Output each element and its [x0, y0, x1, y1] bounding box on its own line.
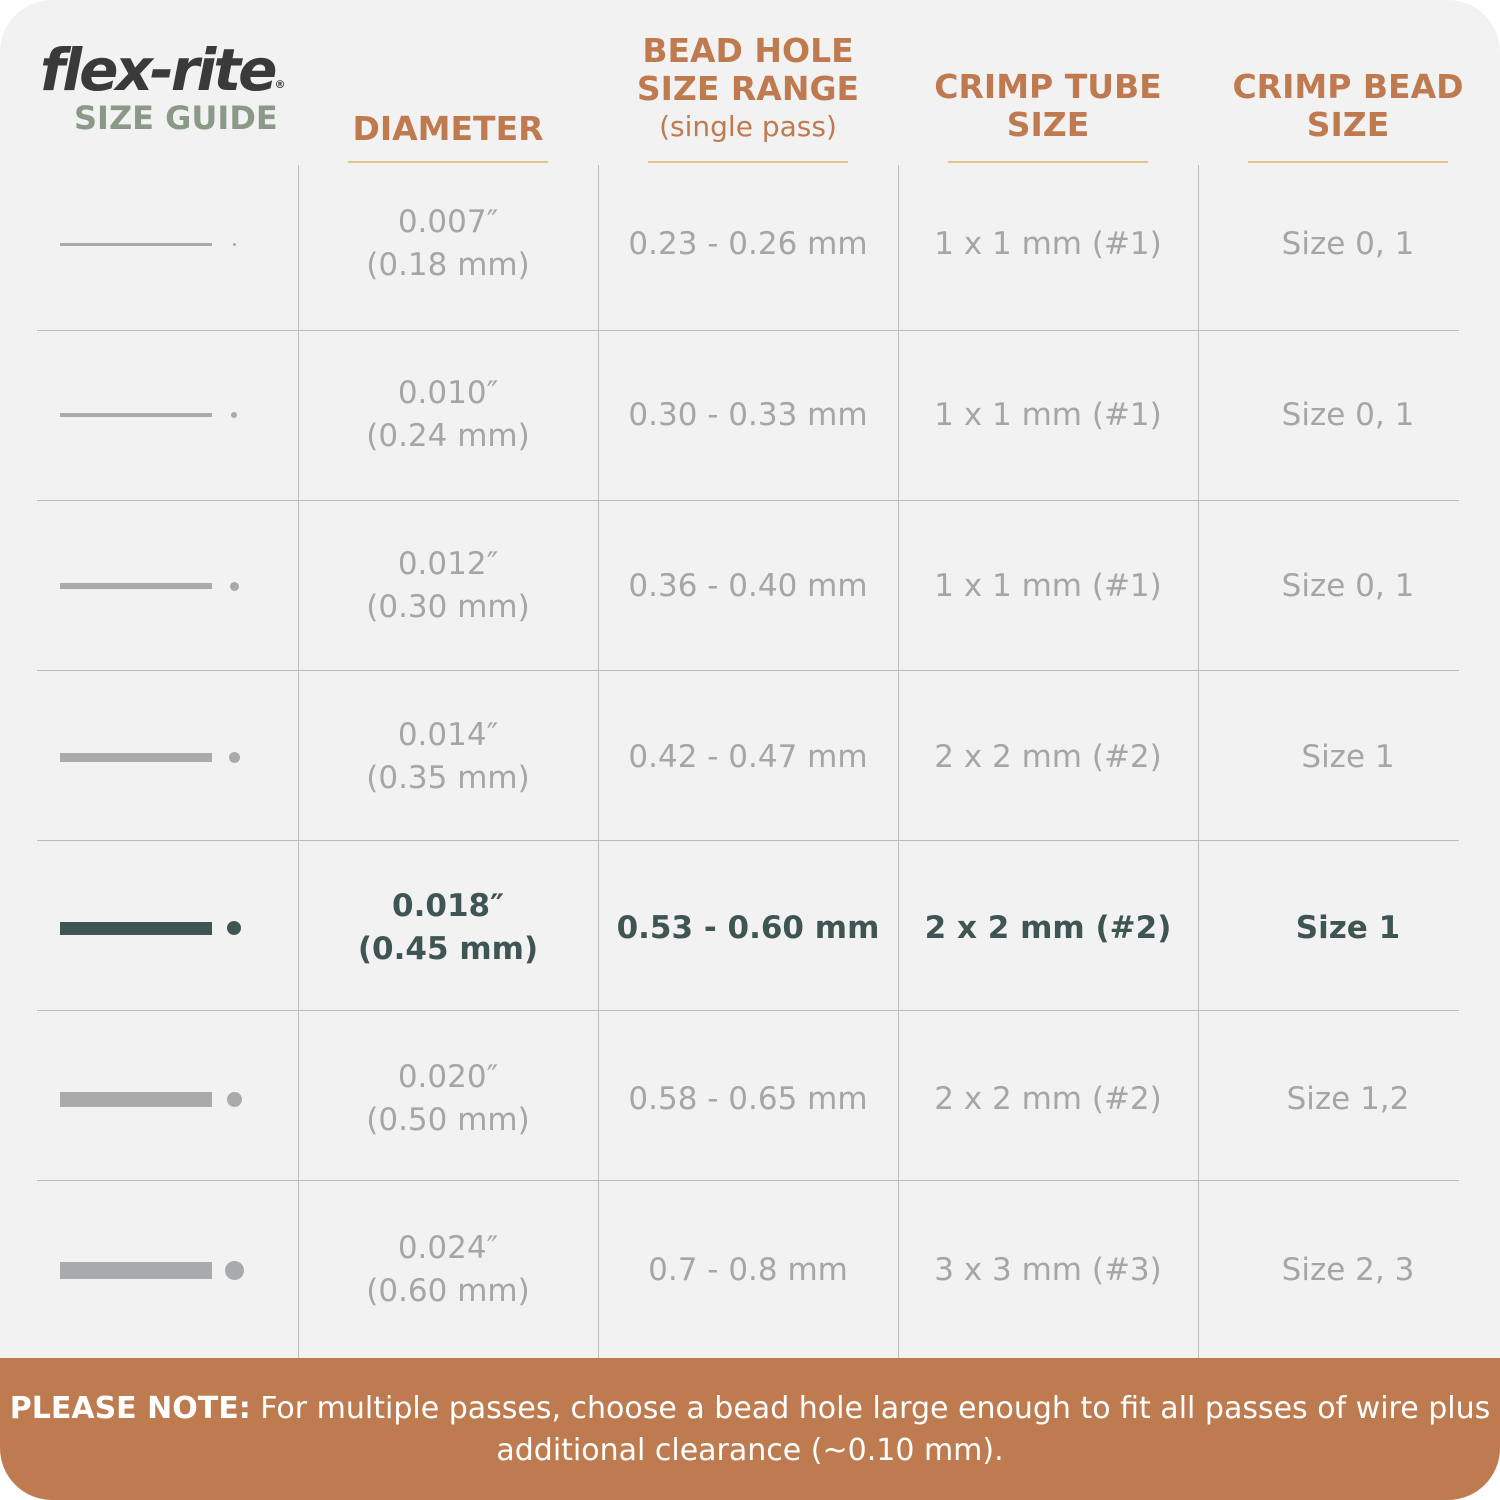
crimp-tube-cell: 1 x 1 mm (#1): [934, 225, 1162, 262]
header-diameter: [298, 110, 598, 148]
diameter-mm: (0.45 mm): [357, 931, 539, 967]
logo-registered-mark: ®: [274, 78, 286, 91]
diameter-cell: [298, 672, 598, 842]
diameter-cell: [298, 330, 598, 500]
wire-line-graphic: [60, 1262, 212, 1279]
bead-hole-cell: 0.30 - 0.33 mm: [628, 396, 868, 433]
crimp-tube-cell: 2 x 2 mm (#2): [924, 909, 1172, 946]
diameter-mm: (0.50 mm): [366, 1102, 530, 1138]
wire-line-graphic: [60, 922, 212, 935]
brand-logo: [40, 36, 290, 137]
header-crimp-tube-line1: CRIMP TUBE: [934, 67, 1162, 106]
diameter-mm: (0.35 mm): [366, 760, 530, 796]
table-row: [0, 672, 1500, 842]
bead-hole-cell: 0.42 - 0.47 mm: [628, 738, 868, 775]
wire-cross-section-dot: [227, 1092, 242, 1107]
wire-line-graphic: [60, 243, 212, 246]
crimp-bead-cell: Size 0, 1: [1281, 567, 1415, 604]
wire-line-graphic: [60, 413, 212, 417]
wire-cross-section-dot: [231, 412, 237, 418]
header-crimp-tube: [898, 68, 1198, 144]
diameter-inch: 0.018″: [392, 888, 504, 924]
bead-hole-cell: 0.58 - 0.65 mm: [628, 1080, 868, 1117]
header-bead-hole-sub: (single pass): [659, 110, 837, 143]
header-bead-hole-line1: BEAD HOLE: [642, 31, 854, 70]
crimp-bead-cell: Size 2, 3: [1281, 1251, 1415, 1288]
table-row: [0, 330, 1500, 500]
diameter-cell: [298, 1185, 598, 1355]
header-bead-hole-line2: SIZE RANGE: [636, 69, 860, 108]
diameter-mm: (0.18 mm): [366, 247, 530, 283]
note-banner: [0, 1358, 1500, 1500]
bead-hole-cell: 0.7 - 0.8 mm: [648, 1251, 848, 1288]
wire-line-graphic: [60, 583, 212, 589]
diameter-inch: 0.020″: [397, 1059, 499, 1095]
header-crimp-bead: [1198, 68, 1498, 144]
table-row: [0, 159, 1500, 329]
wire-cross-section-dot: [233, 243, 236, 246]
bead-hole-cell: 0.23 - 0.26 mm: [628, 225, 868, 262]
wire-cross-section-dot: [225, 1261, 244, 1280]
diameter-mm: (0.30 mm): [366, 589, 530, 625]
crimp-tube-cell: 3 x 3 mm (#3): [934, 1251, 1162, 1288]
header-bead-hole: [598, 32, 898, 146]
wire-line-graphic: [60, 753, 212, 762]
crimp-tube-cell: 1 x 1 mm (#1): [934, 567, 1162, 604]
diameter-inch: 0.014″: [397, 717, 499, 753]
diameter-cell: [298, 843, 598, 1013]
header-diameter-label: DIAMETER: [352, 109, 544, 148]
wire-line-graphic: [60, 1092, 212, 1107]
note-text: For multiple passes, choose a bead hole large enough to fit all passes of wire plus additional clearance (~0.10 mm).: [260, 1391, 1491, 1468]
table-row: [0, 1014, 1500, 1184]
logo-brand-text: flex-rite: [40, 36, 275, 104]
diameter-inch: 0.010″: [397, 375, 499, 411]
crimp-bead-cell: Size 1: [1295, 909, 1401, 946]
diameter-cell: [298, 159, 598, 329]
table-row: [0, 1185, 1500, 1355]
crimp-bead-cell: Size 0, 1: [1281, 225, 1415, 262]
bead-hole-cell: 0.36 - 0.40 mm: [628, 567, 868, 604]
crimp-bead-cell: Size 1: [1301, 738, 1395, 775]
diameter-inch: 0.007″: [397, 204, 499, 240]
crimp-bead-cell: Size 0, 1: [1281, 396, 1415, 433]
wire-cross-section-dot: [229, 752, 240, 763]
bead-hole-cell: 0.53 - 0.60 mm: [616, 909, 880, 946]
wire-cross-section-dot: [227, 921, 241, 935]
crimp-tube-cell: 2 x 2 mm (#2): [934, 1080, 1162, 1117]
crimp-tube-cell: 1 x 1 mm (#1): [934, 396, 1162, 433]
diameter-mm: (0.24 mm): [366, 418, 530, 454]
table-row-highlighted: [0, 843, 1500, 1013]
header-crimp-bead-line1: CRIMP BEAD: [1232, 67, 1464, 106]
diameter-cell: [298, 1014, 598, 1184]
note-label: PLEASE NOTE:: [9, 1391, 251, 1426]
header-crimp-tube-line2: SIZE: [1006, 105, 1090, 144]
logo-subtitle: SIZE GUIDE: [74, 99, 278, 137]
diameter-inch: 0.012″: [397, 546, 499, 582]
header-crimp-bead-line2: SIZE: [1306, 105, 1390, 144]
table-row: [0, 501, 1500, 671]
diameter-inch: 0.024″: [397, 1230, 499, 1266]
crimp-bead-cell: Size 1,2: [1286, 1080, 1410, 1117]
wire-cross-section-dot: [230, 582, 239, 591]
crimp-tube-cell: 2 x 2 mm (#2): [934, 738, 1162, 775]
diameter-cell: [298, 501, 598, 671]
diameter-mm: (0.60 mm): [366, 1273, 530, 1309]
